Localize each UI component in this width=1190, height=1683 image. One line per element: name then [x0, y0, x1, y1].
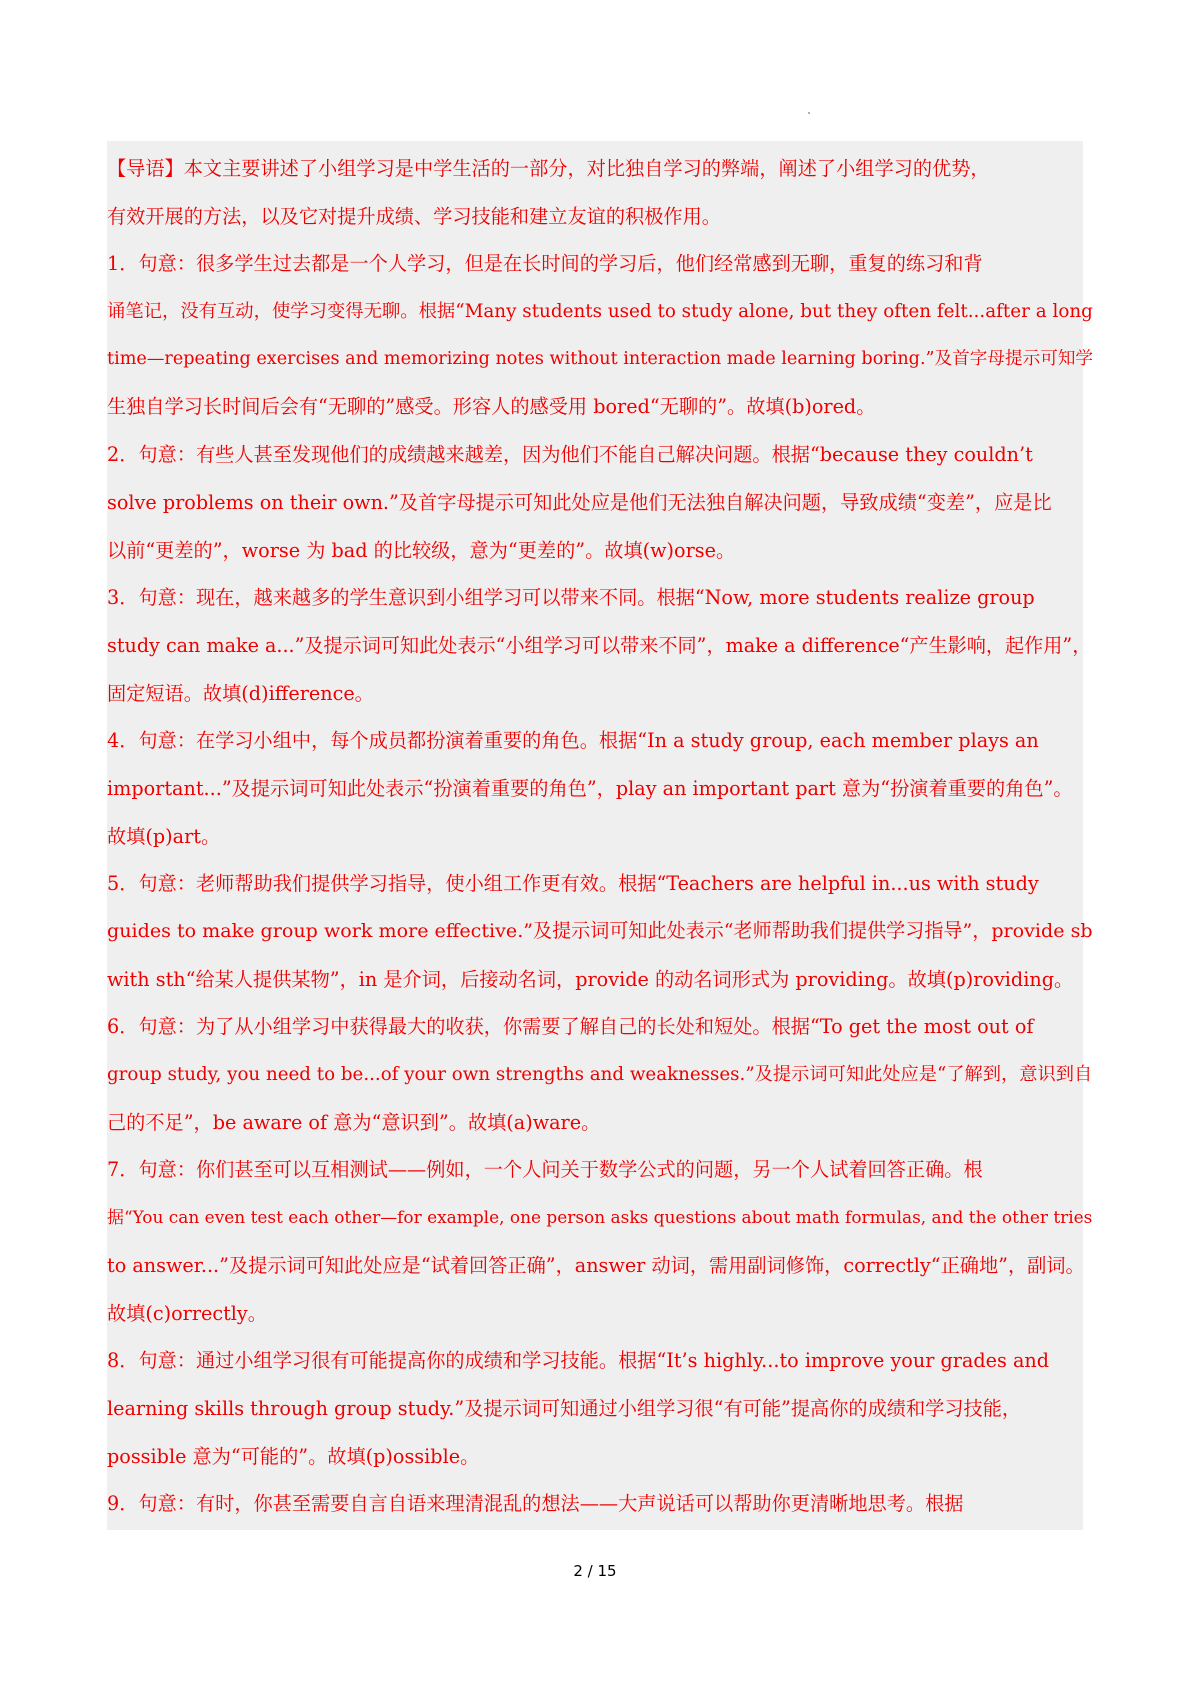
text-line: 【导语】本文主要讲述了小组学习是中学生活的一部分，对比独自学习的弊端，阐述了小组学习的优势，: [107, 157, 990, 180]
text-line: 生独自学习长时间后会有“无聊的”感受。形容人的感受用 bored“无聊的”。故填(b)ored。: [107, 395, 876, 419]
text-line: group study, you need to be...of your own strengths and weaknesses.”及提示词可知此处应是“了解到，意识到自: [107, 1064, 1093, 1086]
page-number: 2 / 15: [573, 1562, 617, 1580]
text-line: 据“You can even test each other—for example, one person asks questions about math formulas, and the other tries: [107, 1207, 1093, 1228]
text-line: time—repeating exercises and memorizing notes without interaction made learning boring.”及首字母提示可知学: [107, 348, 1094, 369]
text-line: 故填(c)orrectly。: [107, 1301, 267, 1325]
text-line: to answer...”及提示词可知此处应是“试着回答正确”，answer 动词，需用副词修饰，correctly“正确地”，副词。: [107, 1253, 1085, 1277]
text-line: study can make a...”及提示词可知此处表示“小组学习可以带来不同”，make a difference“产生影响，起作用”，: [107, 633, 1092, 657]
text-line: 4．句意：在学习小组中，每个成员都扮演着重要的角色。根据“In a study group, each member plays an: [107, 729, 1039, 753]
text-line: 9．句意：有时，你甚至需要自言自语来理清混乱的想法——大声说话可以帮助你更清晰地思考。根据: [107, 1492, 964, 1516]
text-line: important...”及提示词可知此处表示“扮演着重要的角色”，play an important part 意为“扮演着重要的角色”。: [107, 776, 1073, 800]
text-line: learning skills through group study.”及提示词可知通过小组学习很“有可能”提高你的成绩和学习技能，: [107, 1396, 1022, 1420]
text-line: 诵笔记，没有互动，使学习变得无聊。根据“Many students used to study alone, but they often felt...after a long: [107, 301, 1093, 323]
text-line: 7．句意：你们甚至可以互相测试——例如，一个人问关于数学公式的问题，另一个人试着回答正确。根: [107, 1158, 983, 1182]
text-line: 6．句意：为了从小组学习中获得最大的收获，你需要了解自己的长处和短处。根据“To get the most out of: [107, 1015, 1034, 1039]
text-line: possible 意为“可能的”。故填(p)ossible。: [107, 1444, 480, 1468]
text-line: 有效开展的方法，以及它对提升成绩、学习技能和建立友谊的积极作用。: [107, 204, 721, 228]
text-line: 1．句意：很多学生过去都是一个人学习，但是在长时间的学习后，他们经常感到无聊，重复的练习和背: [107, 252, 983, 276]
text-line: 5．句意：老师帮助我们提供学习指导，使小组工作更有效。根据“Teachers are helpful in...us with study: [107, 872, 1039, 896]
text-line: 己的不足”，be aware of 意为“意识到”。故填(a)ware。: [107, 1110, 601, 1134]
text-line: 3．句意：现在，越来越多的学生意识到小组学习可以带来不同。根据“Now, more students realize group: [107, 586, 1035, 610]
explanation-lines: [107, 145, 1094, 1528]
stray-dot: [808, 112, 810, 114]
text-line: 2．句意：有些人甚至发现他们的成绩越来越差，因为他们不能自己解决问题。根据“because they couldn’t: [107, 443, 1033, 467]
text-line: 8．句意：通过小组学习很有可能提高你的成绩和学习技能。根据“It’s highly...to improve your grades and: [107, 1349, 1050, 1373]
text-line: 故填(p)art。: [107, 824, 221, 848]
text-line: with sth“给某人提供某物”，in 是介词，后接动名词，provide 的动名词形式为 providing。故填(p)roviding。: [107, 967, 1074, 991]
text-line: solve problems on their own.”及首字母提示可知此处应是他们无法独自解决问题，导致成绩“变差”，应是比: [107, 490, 1052, 514]
text-line: 以前“更差的”，worse 为 bad 的比较级，意为“更差的”。故填(w)orse。: [107, 538, 736, 562]
text-line: 固定短语。故填(d)ifference。: [107, 681, 374, 705]
text-line: guides to make group work more effective.”及提示词可知此处表示“老师帮助我们提供学习指导”，provide sb: [107, 920, 1093, 942]
